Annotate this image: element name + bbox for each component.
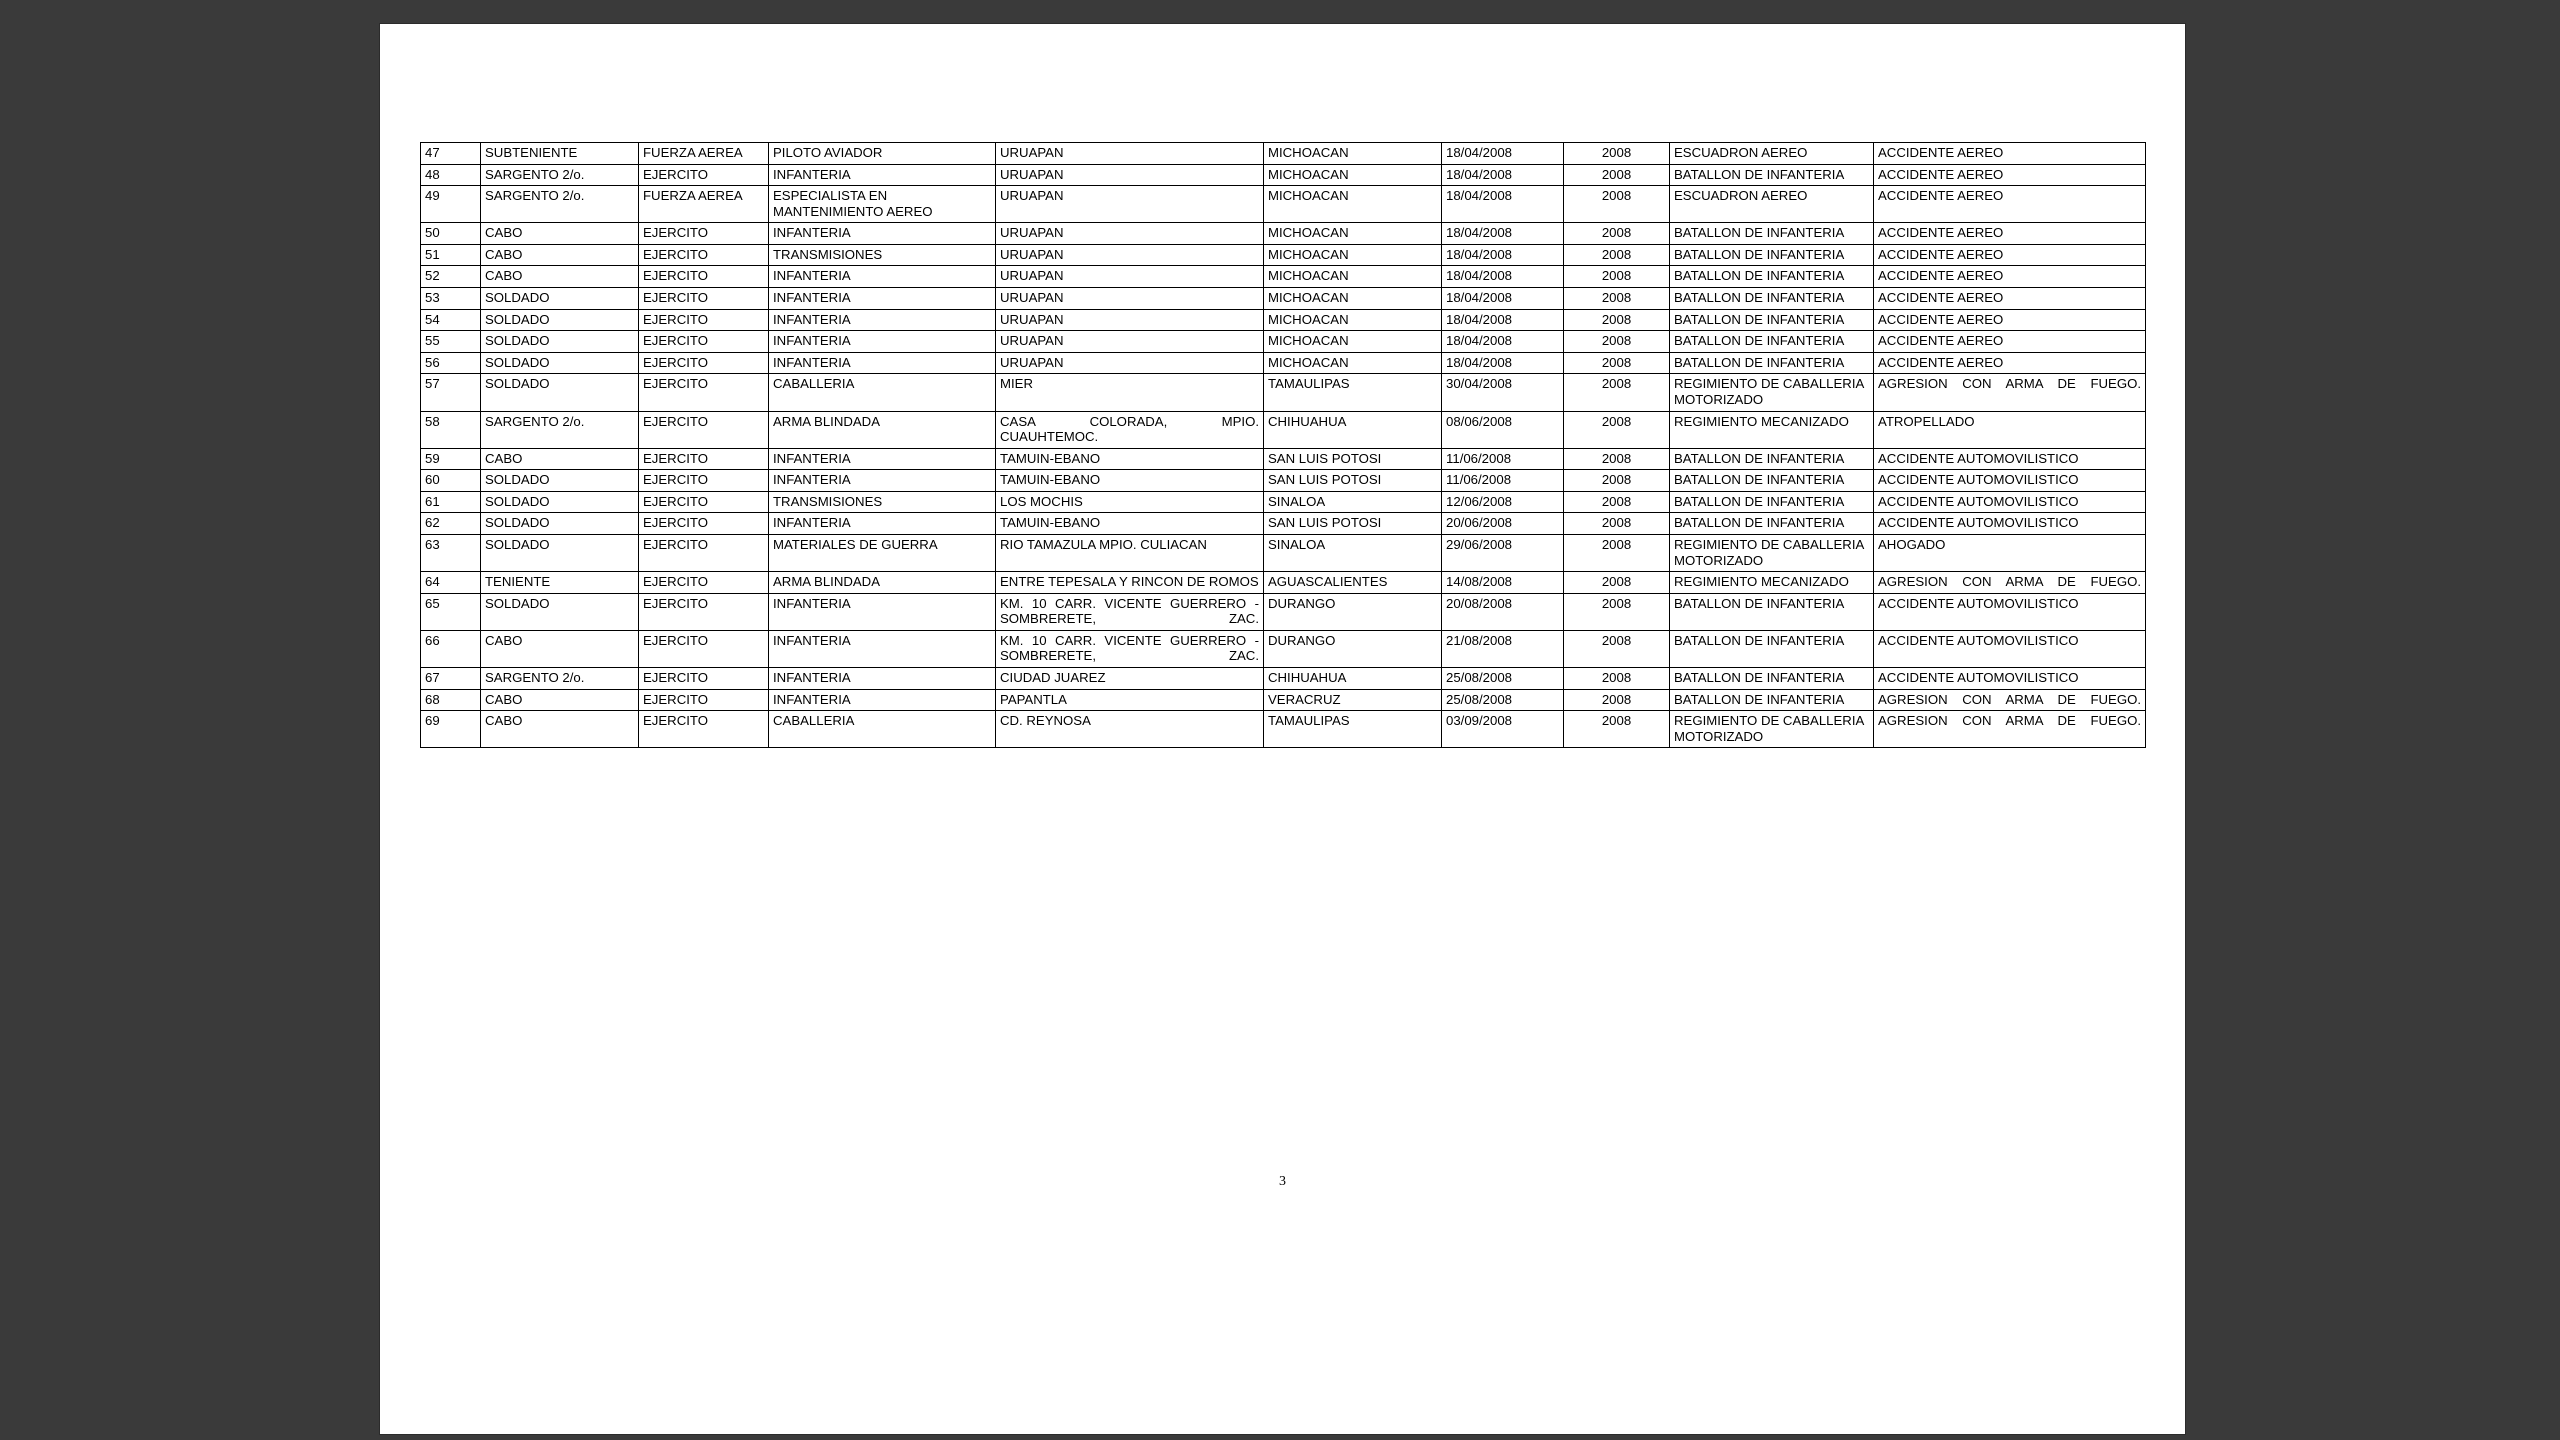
cell-state: MICHOACAN	[1264, 244, 1442, 266]
cell-arm-service: INFANTERIA	[769, 448, 996, 470]
table-row	[421, 470, 2146, 492]
cell-year: 2008	[1564, 164, 1670, 186]
table-row	[421, 352, 2146, 374]
cell-place: MIER	[996, 374, 1264, 411]
cell-place: CASA COLORADA, MPIO. CUAUHTEMOC.	[996, 411, 1264, 448]
table-row	[421, 513, 2146, 535]
cell-place: URUAPAN	[996, 143, 1264, 165]
cell-date: 11/06/2008	[1442, 470, 1564, 492]
cell-number: 55	[421, 331, 481, 353]
cell-cause: ACCIDENTE AEREO	[1874, 266, 2146, 288]
table-row	[421, 143, 2146, 165]
cell-cause: ACCIDENTE AUTOMOVILISTICO	[1874, 448, 2146, 470]
cell-number: 50	[421, 223, 481, 245]
cell-arm-service: INFANTERIA	[769, 630, 996, 667]
cell-number: 49	[421, 186, 481, 223]
cell-rank: TENIENTE	[481, 572, 639, 594]
cell-arm-service: TRANSMISIONES	[769, 244, 996, 266]
cell-place: URUAPAN	[996, 164, 1264, 186]
cell-cause: ATROPELLADO	[1874, 411, 2146, 448]
cell-cause: AGRESION CON ARMA DE FUEGO.	[1874, 572, 2146, 594]
cell-state: MICHOACAN	[1264, 288, 1442, 310]
cell-cause: AHOGADO	[1874, 534, 2146, 571]
cell-rank: SARGENTO 2/o.	[481, 668, 639, 690]
table-row	[421, 223, 2146, 245]
cell-force: EJERCITO	[639, 164, 769, 186]
cell-date: 25/08/2008	[1442, 689, 1564, 711]
cell-cause: AGRESION CON ARMA DE FUEGO.	[1874, 689, 2146, 711]
page-number: 3	[1279, 1174, 1286, 1189]
cell-year: 2008	[1564, 223, 1670, 245]
cell-force: EJERCITO	[639, 244, 769, 266]
cell-rank: SOLDADO	[481, 491, 639, 513]
cell-unit: ESCUADRON AEREO	[1670, 186, 1874, 223]
cell-arm-service: INFANTERIA	[769, 593, 996, 630]
cell-cause: ACCIDENTE AEREO	[1874, 143, 2146, 165]
cell-arm-service: INFANTERIA	[769, 470, 996, 492]
cell-number: 47	[421, 143, 481, 165]
cell-year: 2008	[1564, 266, 1670, 288]
cell-cause: ACCIDENTE AEREO	[1874, 244, 2146, 266]
cell-state: CHIHUAHUA	[1264, 668, 1442, 690]
table-row	[421, 711, 2146, 748]
cell-date: 20/06/2008	[1442, 513, 1564, 535]
cell-unit: BATALLON DE INFANTERIA	[1670, 491, 1874, 513]
cell-cause: ACCIDENTE AEREO	[1874, 331, 2146, 353]
cell-date: 30/04/2008	[1442, 374, 1564, 411]
cell-state: DURANGO	[1264, 593, 1442, 630]
cell-place: KM. 10 CARR. VICENTE GUERRERO - SOMBRERETE, ZAC.	[996, 593, 1264, 630]
cell-date: 18/04/2008	[1442, 164, 1564, 186]
cell-place: URUAPAN	[996, 244, 1264, 266]
cell-rank: CABO	[481, 266, 639, 288]
table-row	[421, 689, 2146, 711]
cell-number: 53	[421, 288, 481, 310]
cell-rank: SOLDADO	[481, 470, 639, 492]
cell-rank: CABO	[481, 448, 639, 470]
page-content	[420, 142, 2145, 748]
cell-year: 2008	[1564, 593, 1670, 630]
cell-date: 08/06/2008	[1442, 411, 1564, 448]
cell-unit: BATALLON DE INFANTERIA	[1670, 266, 1874, 288]
cell-state: SINALOA	[1264, 534, 1442, 571]
cell-arm-service: INFANTERIA	[769, 331, 996, 353]
cell-number: 69	[421, 711, 481, 748]
cell-date: 03/09/2008	[1442, 711, 1564, 748]
cell-unit: BATALLON DE INFANTERIA	[1670, 668, 1874, 690]
cell-state: MICHOACAN	[1264, 266, 1442, 288]
cell-state: MICHOACAN	[1264, 143, 1442, 165]
cell-state: TAMAULIPAS	[1264, 374, 1442, 411]
cell-date: 21/08/2008	[1442, 630, 1564, 667]
cell-cause: ACCIDENTE AEREO	[1874, 309, 2146, 331]
cell-year: 2008	[1564, 630, 1670, 667]
cell-arm-service: INFANTERIA	[769, 513, 996, 535]
table-row	[421, 630, 2146, 667]
cell-unit: BATALLON DE INFANTERIA	[1670, 513, 1874, 535]
cell-force: EJERCITO	[639, 288, 769, 310]
cell-arm-service: ARMA BLINDADA	[769, 411, 996, 448]
cell-number: 48	[421, 164, 481, 186]
cell-state: SAN LUIS POTOSI	[1264, 513, 1442, 535]
cell-arm-service: MATERIALES DE GUERRA	[769, 534, 996, 571]
cell-unit: BATALLON DE INFANTERIA	[1670, 689, 1874, 711]
cell-cause: ACCIDENTE AEREO	[1874, 352, 2146, 374]
cell-unit: BATALLON DE INFANTERIA	[1670, 331, 1874, 353]
cell-unit: BATALLON DE INFANTERIA	[1670, 352, 1874, 374]
cell-state: DURANGO	[1264, 630, 1442, 667]
cell-arm-service: CABALLERIA	[769, 711, 996, 748]
cell-unit: BATALLON DE INFANTERIA	[1670, 164, 1874, 186]
cell-state: MICHOACAN	[1264, 164, 1442, 186]
cell-cause: ACCIDENTE AEREO	[1874, 288, 2146, 310]
cell-arm-service: INFANTERIA	[769, 164, 996, 186]
cell-date: 18/04/2008	[1442, 288, 1564, 310]
cell-year: 2008	[1564, 309, 1670, 331]
cell-number: 54	[421, 309, 481, 331]
cell-place: KM. 10 CARR. VICENTE GUERRERO - SOMBRERETE, ZAC.	[996, 630, 1264, 667]
cell-rank: SARGENTO 2/o.	[481, 411, 639, 448]
cell-rank: CABO	[481, 689, 639, 711]
cell-number: 60	[421, 470, 481, 492]
cell-force: FUERZA AEREA	[639, 143, 769, 165]
cell-force: EJERCITO	[639, 266, 769, 288]
cell-state: SAN LUIS POTOSI	[1264, 470, 1442, 492]
table-row	[421, 411, 2146, 448]
cell-place: TAMUIN-EBANO	[996, 513, 1264, 535]
table-row	[421, 374, 2146, 411]
cell-year: 2008	[1564, 491, 1670, 513]
cell-arm-service: ARMA BLINDADA	[769, 572, 996, 594]
document-page	[380, 24, 2185, 1434]
table-row	[421, 288, 2146, 310]
cell-rank: SOLDADO	[481, 534, 639, 571]
cell-year: 2008	[1564, 288, 1670, 310]
cell-arm-service: ESPECIALISTA EN MANTENIMIENTO AEREO	[769, 186, 996, 223]
cell-force: EJERCITO	[639, 491, 769, 513]
cell-date: 25/08/2008	[1442, 668, 1564, 690]
cell-rank: CABO	[481, 223, 639, 245]
cell-date: 18/04/2008	[1442, 223, 1564, 245]
cell-arm-service: INFANTERIA	[769, 689, 996, 711]
cell-state: MICHOACAN	[1264, 331, 1442, 353]
cell-force: EJERCITO	[639, 223, 769, 245]
cell-state: MICHOACAN	[1264, 223, 1442, 245]
cell-force: EJERCITO	[639, 352, 769, 374]
cell-cause: ACCIDENTE AEREO	[1874, 164, 2146, 186]
cell-place: URUAPAN	[996, 331, 1264, 353]
cell-number: 59	[421, 448, 481, 470]
cell-rank: SOLDADO	[481, 309, 639, 331]
cell-arm-service: INFANTERIA	[769, 309, 996, 331]
cell-rank: SOLDADO	[481, 331, 639, 353]
cell-state: TAMAULIPAS	[1264, 711, 1442, 748]
cell-state: SINALOA	[1264, 491, 1442, 513]
cell-arm-service: INFANTERIA	[769, 668, 996, 690]
cell-state: AGUASCALIENTES	[1264, 572, 1442, 594]
cell-unit: REGIMIENTO MECANIZADO	[1670, 572, 1874, 594]
cell-date: 18/04/2008	[1442, 244, 1564, 266]
cell-number: 67	[421, 668, 481, 690]
cell-rank: CABO	[481, 630, 639, 667]
cell-rank: SARGENTO 2/o.	[481, 186, 639, 223]
cell-number: 57	[421, 374, 481, 411]
cell-year: 2008	[1564, 689, 1670, 711]
cell-arm-service: CABALLERIA	[769, 374, 996, 411]
cell-number: 56	[421, 352, 481, 374]
cell-place: URUAPAN	[996, 266, 1264, 288]
cell-number: 68	[421, 689, 481, 711]
table-row	[421, 534, 2146, 571]
cell-unit: REGIMIENTO MECANIZADO	[1670, 411, 1874, 448]
cell-arm-service: INFANTERIA	[769, 266, 996, 288]
cell-cause: ACCIDENTE AUTOMOVILISTICO	[1874, 491, 2146, 513]
cell-number: 52	[421, 266, 481, 288]
cell-force: EJERCITO	[639, 711, 769, 748]
cell-rank: CABO	[481, 711, 639, 748]
cell-unit: REGIMIENTO DE CABALLERIA MOTORIZADO	[1670, 711, 1874, 748]
cell-date: 18/04/2008	[1442, 331, 1564, 353]
cell-number: 61	[421, 491, 481, 513]
cell-year: 2008	[1564, 513, 1670, 535]
cell-rank: SOLDADO	[481, 593, 639, 630]
cell-year: 2008	[1564, 186, 1670, 223]
cell-place: URUAPAN	[996, 186, 1264, 223]
cell-force: EJERCITO	[639, 513, 769, 535]
cell-place: URUAPAN	[996, 288, 1264, 310]
cell-force: EJERCITO	[639, 668, 769, 690]
cell-unit: BATALLON DE INFANTERIA	[1670, 470, 1874, 492]
cell-year: 2008	[1564, 411, 1670, 448]
cell-force: EJERCITO	[639, 572, 769, 594]
cell-year: 2008	[1564, 534, 1670, 571]
cell-place: CIUDAD JUAREZ	[996, 668, 1264, 690]
cell-rank: SUBTENIENTE	[481, 143, 639, 165]
cell-number: 63	[421, 534, 481, 571]
cell-state: MICHOACAN	[1264, 352, 1442, 374]
cell-date: 18/04/2008	[1442, 309, 1564, 331]
cell-number: 64	[421, 572, 481, 594]
cell-arm-service: INFANTERIA	[769, 288, 996, 310]
cell-date: 29/06/2008	[1442, 534, 1564, 571]
cell-unit: REGIMIENTO DE CABALLERIA MOTORIZADO	[1670, 374, 1874, 411]
cell-state: CHIHUAHUA	[1264, 411, 1442, 448]
cell-cause: ACCIDENTE AEREO	[1874, 186, 2146, 223]
cell-date: 11/06/2008	[1442, 448, 1564, 470]
cell-year: 2008	[1564, 572, 1670, 594]
cell-arm-service: INFANTERIA	[769, 223, 996, 245]
cell-unit: BATALLON DE INFANTERIA	[1670, 309, 1874, 331]
cell-unit: BATALLON DE INFANTERIA	[1670, 288, 1874, 310]
cell-date: 18/04/2008	[1442, 186, 1564, 223]
cell-year: 2008	[1564, 352, 1670, 374]
cell-year: 2008	[1564, 470, 1670, 492]
cell-year: 2008	[1564, 331, 1670, 353]
cell-force: EJERCITO	[639, 689, 769, 711]
cell-number: 65	[421, 593, 481, 630]
cell-date: 20/08/2008	[1442, 593, 1564, 630]
cell-force: EJERCITO	[639, 331, 769, 353]
cell-place: URUAPAN	[996, 223, 1264, 245]
cell-force: EJERCITO	[639, 448, 769, 470]
cell-place: URUAPAN	[996, 309, 1264, 331]
cell-cause: AGRESION CON ARMA DE FUEGO.	[1874, 374, 2146, 411]
table-row	[421, 668, 2146, 690]
cell-rank: CABO	[481, 244, 639, 266]
cell-force: EJERCITO	[639, 411, 769, 448]
cell-year: 2008	[1564, 711, 1670, 748]
cell-rank: SOLDADO	[481, 352, 639, 374]
cell-cause: ACCIDENTE AUTOMOVILISTICO	[1874, 513, 2146, 535]
cell-state: SAN LUIS POTOSI	[1264, 448, 1442, 470]
cell-state: MICHOACAN	[1264, 186, 1442, 223]
cell-arm-service: INFANTERIA	[769, 352, 996, 374]
cell-unit: BATALLON DE INFANTERIA	[1670, 448, 1874, 470]
cell-place: TAMUIN-EBANO	[996, 448, 1264, 470]
cell-number: 62	[421, 513, 481, 535]
table-row	[421, 186, 2146, 223]
cell-place: LOS MOCHIS	[996, 491, 1264, 513]
cell-force: EJERCITO	[639, 374, 769, 411]
cell-unit: BATALLON DE INFANTERIA	[1670, 223, 1874, 245]
cell-cause: AGRESION CON ARMA DE FUEGO.	[1874, 711, 2146, 748]
cell-place: ENTRE TEPESALA Y RINCON DE ROMOS	[996, 572, 1264, 594]
cell-force: EJERCITO	[639, 470, 769, 492]
cell-cause: ACCIDENTE AUTOMOVILISTICO	[1874, 630, 2146, 667]
cell-year: 2008	[1564, 244, 1670, 266]
cell-unit: BATALLON DE INFANTERIA	[1670, 630, 1874, 667]
cell-number: 51	[421, 244, 481, 266]
table-row	[421, 331, 2146, 353]
table-row	[421, 309, 2146, 331]
cell-place: CD. REYNOSA	[996, 711, 1264, 748]
cell-place: PAPANTLA	[996, 689, 1264, 711]
cell-place: RIO TAMAZULA MPIO. CULIACAN	[996, 534, 1264, 571]
cell-date: 18/04/2008	[1442, 352, 1564, 374]
cell-rank: SARGENTO 2/o.	[481, 164, 639, 186]
cell-force: FUERZA AEREA	[639, 186, 769, 223]
table-row	[421, 164, 2146, 186]
cell-arm-service: TRANSMISIONES	[769, 491, 996, 513]
cell-state: VERACRUZ	[1264, 689, 1442, 711]
table-row	[421, 572, 2146, 594]
cell-rank: SOLDADO	[481, 374, 639, 411]
cell-date: 14/08/2008	[1442, 572, 1564, 594]
cell-year: 2008	[1564, 143, 1670, 165]
table-row	[421, 448, 2146, 470]
cell-number: 66	[421, 630, 481, 667]
cell-unit: BATALLON DE INFANTERIA	[1670, 593, 1874, 630]
cell-force: EJERCITO	[639, 309, 769, 331]
cell-unit: ESCUADRON AEREO	[1670, 143, 1874, 165]
cell-cause: ACCIDENTE AUTOMOVILISTICO	[1874, 668, 2146, 690]
cell-date: 12/06/2008	[1442, 491, 1564, 513]
casualties-table	[420, 142, 2146, 748]
cell-unit: BATALLON DE INFANTERIA	[1670, 244, 1874, 266]
cell-cause: ACCIDENTE AUTOMOVILISTICO	[1874, 470, 2146, 492]
table-row	[421, 244, 2146, 266]
cell-unit: REGIMIENTO DE CABALLERIA MOTORIZADO	[1670, 534, 1874, 571]
cell-force: EJERCITO	[639, 593, 769, 630]
cell-force: EJERCITO	[639, 630, 769, 667]
cell-year: 2008	[1564, 448, 1670, 470]
cell-cause: ACCIDENTE AUTOMOVILISTICO	[1874, 593, 2146, 630]
cell-year: 2008	[1564, 374, 1670, 411]
cell-place: URUAPAN	[996, 352, 1264, 374]
cell-date: 18/04/2008	[1442, 266, 1564, 288]
cell-state: MICHOACAN	[1264, 309, 1442, 331]
cell-rank: SOLDADO	[481, 513, 639, 535]
cell-rank: SOLDADO	[481, 288, 639, 310]
cell-date: 18/04/2008	[1442, 143, 1564, 165]
table-row	[421, 266, 2146, 288]
table-row	[421, 491, 2146, 513]
cell-year: 2008	[1564, 668, 1670, 690]
cell-arm-service: PILOTO AVIADOR	[769, 143, 996, 165]
cell-force: EJERCITO	[639, 534, 769, 571]
cell-place: TAMUIN-EBANO	[996, 470, 1264, 492]
cell-number: 58	[421, 411, 481, 448]
table-row	[421, 593, 2146, 630]
cell-cause: ACCIDENTE AEREO	[1874, 223, 2146, 245]
